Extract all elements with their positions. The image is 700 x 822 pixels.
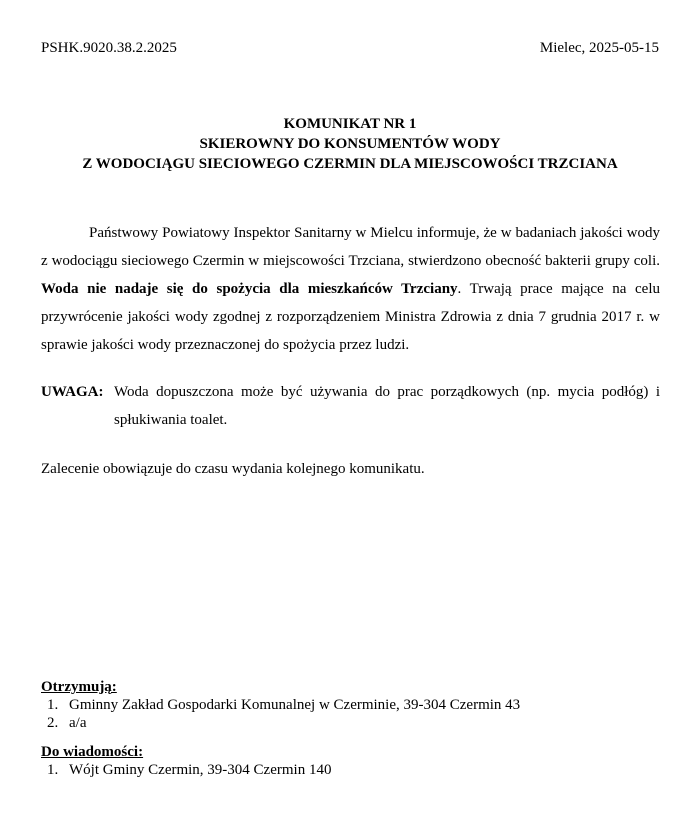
place-and-date: Mielec, 2025-05-15 [539,40,659,56]
list-item-number: 2. [47,715,59,731]
main-paragraph-bold: Woda nie nadaje się do spożycia dla mieszkańców Trzciany [41,281,458,297]
main-paragraph-part-1: Państwowy Powiatowy Inspektor Sanitarny w Mielcu informuje, że w badaniach jakości wody z wodociągu sieciowego Czermin w miejscowości Trzciana, stwierdzono obecność bakterii grupy coli. [41,225,660,269]
document-title [0,114,700,174]
title-line-1: KOMUNIKAT NR 1 [283,116,417,132]
list-item-number: 1. [47,697,59,713]
main-paragraph [41,219,660,359]
recipients-section [41,678,520,732]
title-line-3: Z WODOCIĄGU SIECIOWEGO CZERMIN DLA MIEJSCOWOŚCI TRZCIANA [82,156,618,172]
list-item-text: Gminny Zakład Gospodarki Komunalnej w Czerminie, 39-304 Czermin 43 [69,697,521,713]
list-item-text: Wójt Gminy Czermin, 39-304 Czermin 140 [69,762,332,778]
list-item-text: a/a [69,715,87,731]
reference-number: PSHK.9020.38.2.2025 [41,40,177,56]
warning-text: Woda dopuszczona może być używania do prac porządkowych (np. mycia podłóg) i spłukiwania toalet. [114,384,660,428]
validity-note: Zalecenie obowiązuje do czasu wydania kolejnego komunikatu. [41,461,425,477]
warning-label: UWAGA: [41,384,104,400]
warning-block [41,378,660,434]
list-item [41,761,331,779]
recipients-heading: Otrzymują: [41,679,117,695]
main-paragraph-part-2: . Trwają prace mające na celu przywrócenie jakości wody zgodnej z rozporządzeniem Ministra Zdrowia z dnia 7 grudnia 2017 r. w sprawie jakości wody przeznaczonej do spożycia przez ludzi. [41,281,660,353]
cc-heading: Do wiadomości: [41,744,144,760]
cc-section [41,743,331,779]
list-item [41,714,520,732]
list-item-number: 1. [47,762,59,778]
list-item [41,696,520,714]
title-line-2: SKIEROWNY DO KONSUMENTÓW WODY [199,136,501,152]
